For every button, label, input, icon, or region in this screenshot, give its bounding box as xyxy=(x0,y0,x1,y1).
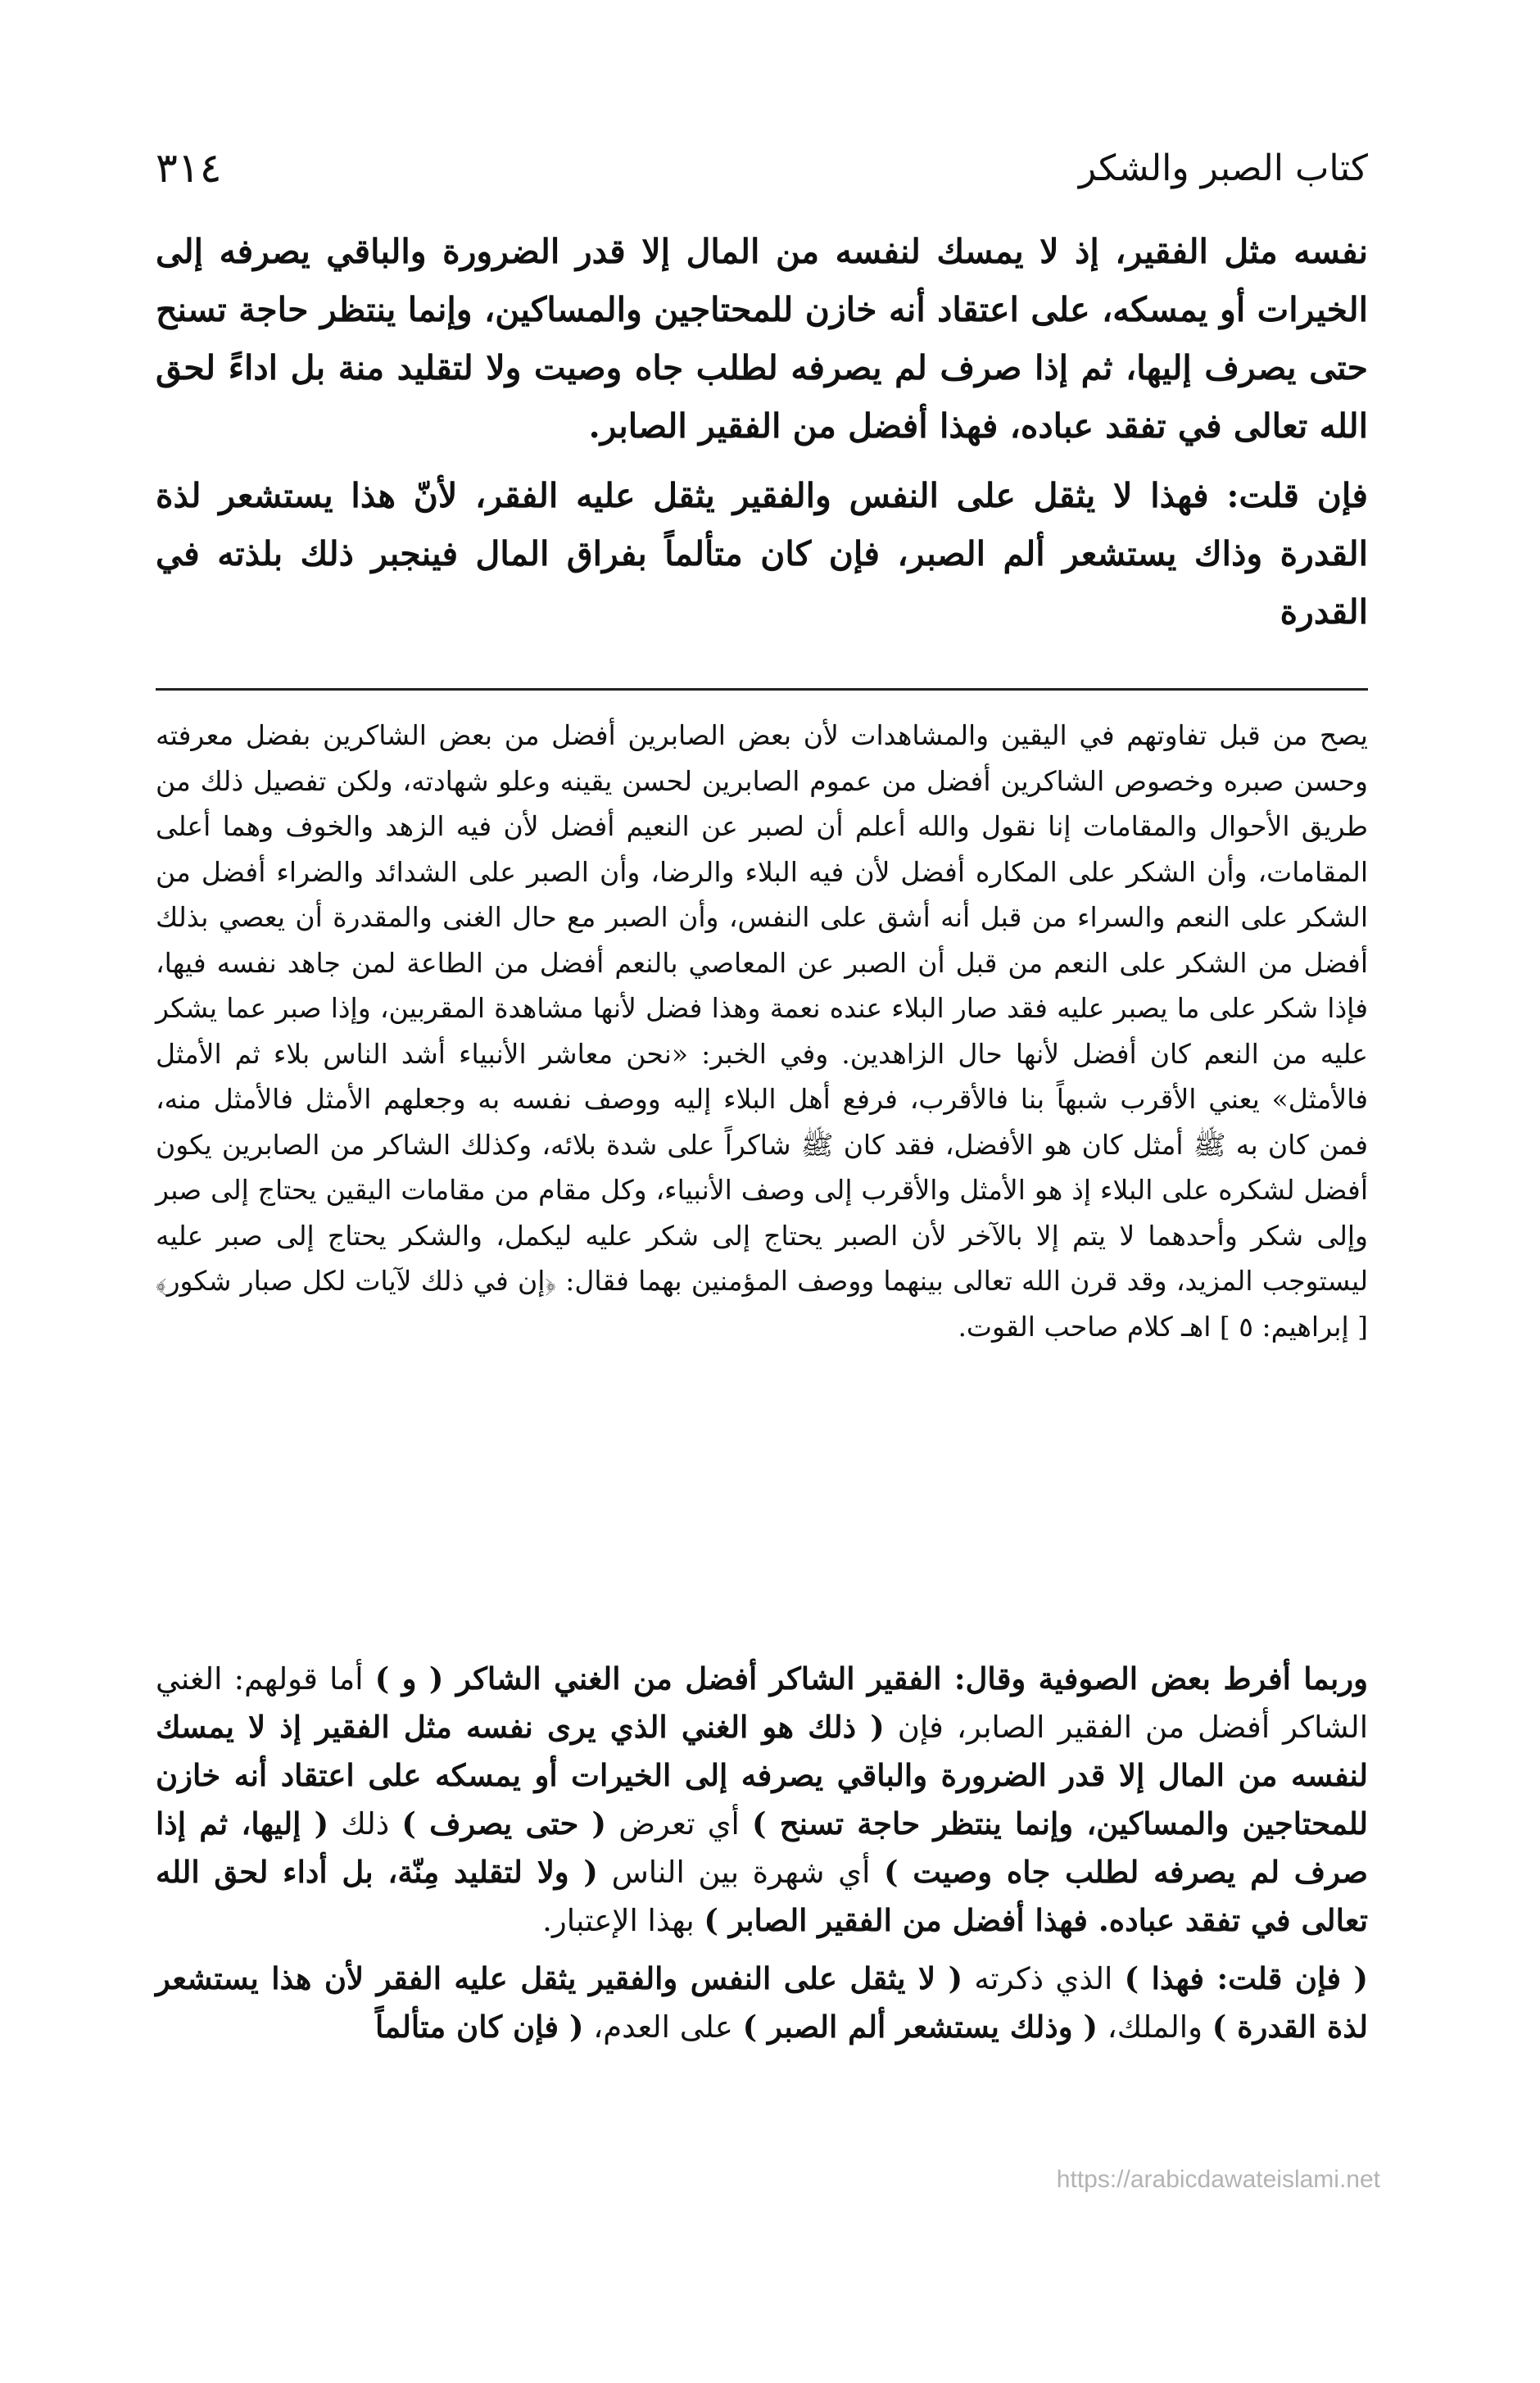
commentary-text: أي تعرض xyxy=(606,1806,752,1842)
quoted-source-text: ( ذلك هو الغني الذي يرى نفسه مثل الفقير إذ لا يمسك لنفسه من المال إلا قدر الضرورة والباقي يصرفه إلى الخيرات أو يمسكه على اعتقاد أنه خازن للمحتاجين والمساكين، وإنما ينتظر حاجة تسنح ) xyxy=(156,1709,1368,1842)
main-paragraph: نفسه مثل الفقير، إذ لا يمسك لنفسه من المال إلا قدر الضرورة والباقي يصرفه إلى الخيرات أو يمسكه، على اعتقاد أنه خازن للمحتاجين والمساكين، وإنما ينتظر حاجة تسنح حتى يصرف إليها، ثم إذا صرف لم يصرفه لطلب جاه وصيت ولا لتقليد منة بل اداءً لحق الله تعالى في تفقد عباده، فهذا أفضل من الفقير الصابر. xyxy=(156,232,1368,446)
commentary-paragraph xyxy=(156,1955,1368,2051)
commentary-text: بهذا الإعتبار. xyxy=(542,1903,704,1938)
quoted-source-text: ( حتى يصرف ) xyxy=(401,1805,607,1842)
page-number: ٣١٤ xyxy=(156,144,222,192)
quoted-source-text: ( فإن قلت: فهذا ) xyxy=(1124,1960,1368,1996)
commentary-text: ذلك xyxy=(328,1806,402,1842)
commentary-text: الذي ذكرته xyxy=(962,1961,1125,1996)
quoted-source-text: ( وذلك يستشعر ألم الصبر ) xyxy=(742,2009,1098,2045)
quoted-source-text: ( فإن كان متألماً xyxy=(374,2009,584,2045)
footnote xyxy=(156,713,1368,1349)
commentary-paragraph xyxy=(156,1655,1368,1945)
footnote-text: يصح من قبل تفاوتهم في اليقين والمشاهدات لأن بعض الصابرين أفضل من بعض الشاكرين بفضل معرفته وحسن صبره وخصوص الشاكرين أفضل من عموم الصابرين لحسن يقينه وعلو شهادته، ولكن تفصيل ذلك من طريق الأحوال والمقامات إنا نقول والله أعلم أن لصبر عن النعيم أفضل لأن فيه الزهد والخوف وهما أعلى المقامات، وأن الشكر على المكاره أفضل لأن فيه البلاء والرضا، وأن الصبر على الشدائد والضراء أفضل من الشكر على النعم والسراء من قبل أنه أشق على النفس، وأن الصبر مع حال الغنى والمقدرة أن يعصي بذلك أفضل من الشكر على النعم من قبل أن الصبر عن المعاصي بالنعم أفضل من الطاعة لمن جاهد نفسه فيها، فإذا شكر على ما يصبر عليه فقد صار البلاء عنده نعمة وهذا فضل لأنها مشاهدة المقربين، وإذا صبر عما يشكر عليه من النعم كان أفضل لأنها حال الزاهدين. وفي الخبر: «نحن معاشر الأنبياء أشد الناس بلاء ثم الأمثل فالأمثل» يعني الأقرب شبهاً بنا فالأقرب، فرفع أهل البلاء إليه ووصف نفسه به وجعلهم الأمثل فالأمثل منه، فمن كان به ﷺ أمثل كان هو الأفضل، فقد كان ﷺ شاكراً على شدة بلائه، وكذلك الشاكر من الصابرين يكون أفضل لشكره على البلاء إذ هو الأمثل والأقرب إلى وصف الأنبياء، وكل مقام من مقامات اليقين يحتاج إلى صبر وإلى شكر وأحدهما لا يتم إلا بالآخر لأن الصبر يحتاج إلى شكر عليه ليكمل، والشكر يحتاج إلى صبر عليه ليستوجب المزيد، وقد قرن الله تعالى بينهما ووصف المؤمنين بهما فقال: ﴿إن في ذلك لآيات لكل صبار شكور﴾ [ إبراهيم: ٥ ] اهـ كلام صاحب القوت. xyxy=(156,719,1368,1343)
page-header xyxy=(156,139,1368,197)
commentary-text: والملك، xyxy=(1097,2009,1212,2045)
quoted-source-text: ( لا يثقل على النفس والفقير يثقل عليه الفقر لأن هذا يستشعر لذة القدرة ) xyxy=(156,1960,1368,2045)
footnote-divider xyxy=(156,688,1368,691)
book-title: كتاب الصبر والشكر xyxy=(1078,147,1368,189)
commentary-text: أما قولهم: الغني الشاكر أفضل من الفقير الصابر، فإن xyxy=(156,1661,1368,1745)
main-text xyxy=(156,223,1368,641)
watermark-url: https://arabicdawateislami.net xyxy=(1056,2166,1380,2193)
commentary-text: على العدم، xyxy=(583,2009,743,2045)
commentary xyxy=(156,1655,1368,2051)
quoted-source-text: ( إليها، ثم إذا صرف لم يصرفه لطلب جاه وصيت ) xyxy=(156,1805,1368,1890)
quoted-source-text: ( ولا لتقليد مِنّة، بل أداء لحق الله تعالى في تفقد عباده. فهذا أفضل من الفقير الصابر ) xyxy=(156,1854,1368,1938)
main-paragraph: فإن قلت: فهذا لا يثقل على النفس والفقير يثقل عليه الفقر، لأنّ هذا يستشعر لذة القدرة وذاك يستشعر ألم الصبر، فإن كان متألماً بفراق المال فينجبر ذلك بلذته في القدرة xyxy=(156,476,1368,632)
commentary-text: أي شهرة بين الناس xyxy=(597,1855,885,1890)
quoted-source-text: وربما أفرط بعض الصوفية وقال: الفقير الشاكر أفضل من الغني الشاكر ( و ) xyxy=(374,1660,1368,1697)
